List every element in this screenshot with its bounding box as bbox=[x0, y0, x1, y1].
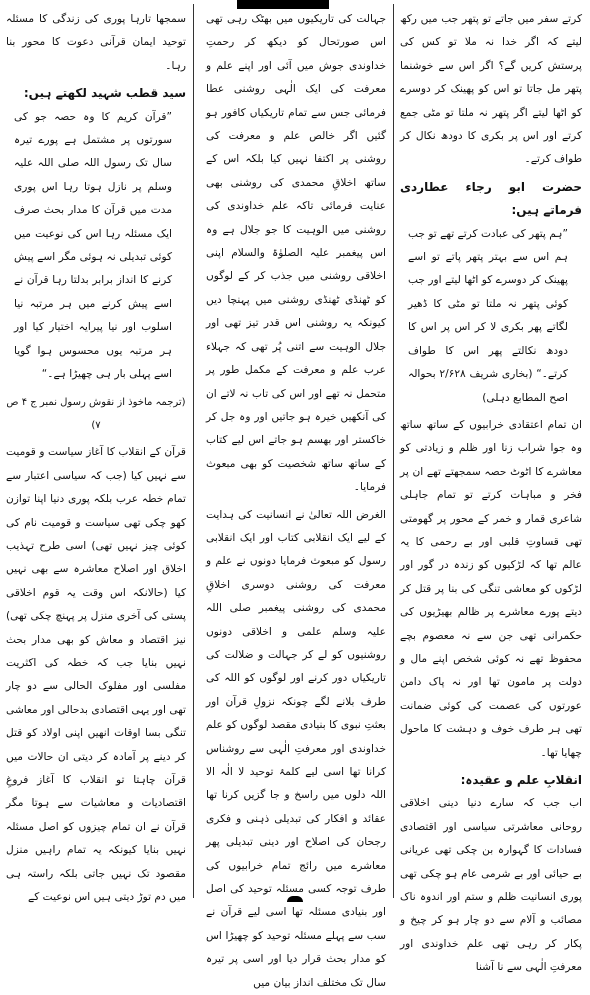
column-right bbox=[400, 8, 582, 974]
column-left bbox=[6, 8, 186, 904]
reference-note: (ترجمہ ماخوذ از نقوش رسول نمبر ج ۴ ص ۷) bbox=[6, 396, 186, 431]
paragraph: کرتے سفر میں جاتے تو پتھر جب میں رکھ لیتے کہ اگر خدا نہ ملا تو کس کی پرستش کریں گے؟ اگر اس سے خوشنما پتھر مل جاتا تو اس کو پھینک کر دوسرے کو اٹھا لیتے اگر پتھر نہ ملتا تو مٹی جمع کرتے اور اس پر بکری کا دودھ نکال کر طواف کرتے۔ bbox=[400, 13, 582, 166]
section-heading: انقلابِ علم و عقیدہ: bbox=[460, 773, 582, 787]
column-divider bbox=[193, 4, 194, 898]
paragraph: اب جب کہ سارے دنیا دینی اخلاقی روحانی معاشرتی سیاسی اور اقتصادی فسادات کا گہوارہ بن چکی تھی عریانی بے حیائی اور بے شرمی عام ہو چکی تھی پوری انسانیت ظلم و ستم اور اندوہ ناک مصائب و آلام سے دو چار ہو کر چیخ و پکار کر رہی تھی علم خداوندی اور معرفتِ الٰہی سے نا آشنا bbox=[400, 797, 582, 974]
quote-intro: حضرت ابو رجاء عطاردی فرماتے ہیں: bbox=[400, 179, 582, 218]
column-middle bbox=[206, 8, 386, 989]
paragraph: سمجھا تارہا پوری کی زندگی کا مسئلہ توحید ایمان قرآنی دعوت کا محور بنا رہا۔ bbox=[6, 13, 186, 72]
quote-block: ”ہم پتھر کی عبادت کرتے تھے تو جب ہم اس سے بہتر پتھر پاتے تو اسے پھینک کر دوسرے کو اٹھا لیتے اور جب کوئی پتھر نہ ملتا تو مٹی کا ڈھیر لگاتے پھر بکری لا کر اس پر اس کا دودھ نکالتے پھر اس کا طواف کرتے۔“ (بخاری شریف ۲/۶۲۸ بحوالہ اصح المطابع دہلی) bbox=[408, 227, 568, 404]
paragraph: جہالت کی تاریکیوں میں بھٹک رہی تھی اس صورتحال کو دیکھ کر رحمتِ خداوندی جوش میں آئی اور اپنے علم و معرفت کی ایک الٰہی روشنی عطا فرمائی جس سے تمام تاریکیاں کافور ہو گئیں اگر خالص علم و معرفت کی روشنی پر اکتفا نہیں کیا بلکہ اس کے ساتھ اخلاقِ محمدی کی روشنی بھی عنایت فرمائی تاکہ علم خداوندی کی روشنی میں الوہیت کا جو جلال ہے وہ اس پیغمبر علیہ الصلوٰۃ والسلام اپنی اخلاقی روشنی میں جذب کر کے لوگوں کو ٹھنڈی ٹھنڈی روشنی میں پہنچا دیں کیونکہ یہ روشنی اس قدر تیز تھی اور جلال الوہیت سے اتنی پُر تھی کہ جہلاء عرب علم و معرفت کے مکمل طور پر متحمل نہ تھے اور اس کی تاب نہ لاتے ان کی آنکھیں خیرہ ہو جاتیں اور وہ جل کر خاکستر اور بھسم ہو جاتے اس لیے کتاب کے ساتھ ساتھ شخصیت کو بھی مبعوث فرمایا۔ bbox=[206, 13, 386, 494]
paragraph: ان تمام اعتقادی خرابیوں کے ساتھ ساتھ وہ جوا شراب زنا اور ظلم و زیادتی کو معاشرے کا اٹوٹ حصہ سمجھتے تھے ان پر فخر و مباہات کرتے تو تمام جاہلی شاعری قمار و خمر کے محور پر گھومتی تھی قساوتِ قلبی اور بے رحمی کا یہ عالم تھا کہ لڑکیوں کو زندہ در گور اور لڑکوں کو معاشی تنگی کی بنا پر قتل کر دیتے پورے معاشرے پر ظالم بھیڑیوں کی حکمرانی تھی جن سے نہ معصوم بچے محفوظ تھے نہ کوئی شخص اپنے مال و دولت پر مامون تھا اور نہ پاک دامن عورتوں کی عصمت کی کوئی ضمانت تھی ہر طرف خوف و دہشت کا ماحول چھایا تھا۔ bbox=[400, 418, 582, 759]
paragraph: قرآن کے انقلاب کا آغاز سیاست و قومیت سے نہیں کیا (جب کہ سیاسی اعتبار سے تمام خطہ عرب بلکہ پوری دنیا اپنا توازن کھو چکی تھی سیاست و قومیت نام کی کوئی چیز نہیں تھی) اسی طرح تہذیب اخلاق اور اصلاح معاشرہ سے بھی نہیں کیا (حالانکہ اس وقت یہ قوم اخلاقی پستی کی آخری منزل پر پہنچ چکی تھی) نیز اقتصاد و معاش کو بھی مدار بحث نہیں بنایا جب کہ خطہ کی اکثریت مفلسی اور مفلوک الحالی سے دو چار تھی اور یہی اقتصادی بدحالی اور معاشی تنگی بسا اوقات انھیں اپنی اولاد کو قتل کر دینے پر آمادہ کر دیتی ان حالات میں قرآن چاہتا تو انقلاب کا آغاز فروغِ اقتصادیات و معاشیات سے ہوتا مگر قرآن نے ان تمام چیزوں کو اصل مسئلہ نہیں بنایا کیونکہ یہ تمام راہیں منزل مقصود تک نہیں جاتی بلکہ راستہ ہی میں دم توڑ دیتی ہیں اس نوعیت کے bbox=[6, 446, 186, 904]
page-bottom-mark bbox=[287, 896, 303, 902]
quote-intro: سید قطب شہید لکھتے ہیں: bbox=[23, 86, 186, 101]
quote-block: ”قرآن کریم کا وہ حصہ جو کی سورتوں پر مشتمل ہے پورے تیرہ سال تک رسول اللہ صلی اللہ علیہ وسلم پر نازل ہوتا رہا اس پوری مدت میں قرآن کا مدار بحث صرف ایک مسئلہ رہا اس کی نوعیت میں کوئی تبدیلی نہ ہوئی مگر اسے پیش کرنے کا انداز برابر بدلتا رہا قرآن نے اسے پیش کرنے میں ہر مرتبہ نیا اسلوب اور نیا پیرایہ اختیار کیا اور ہر مرتبہ یوں محسوس ہوا گویا اسے پہلی بار ہی چھیڑا ہے۔“ bbox=[14, 110, 172, 381]
paragraph: الغرض اللہ تعالیٰ نے انسانیت کی ہدایت کے لیے ایک انقلابی کتاب اور ایک انقلابی رسول کو مبعوث فرمایا دونوں نے علم و معرفت کی روشنی دوسری اخلاقِ محمدی کی روشنی پیغمبر صلی اللہ علیہ وسلم علمی و اخلاقی دونوں روشنیوں کو لے کر جہالت و ضلالت کی تاریکیاں دور کرنے اور لوگوں کو اللہ کی طرف بلانے لگے چونکہ نزولِ قرآن اور بعثتِ نبوی کا بنیادی مقصد لوگوں کو علم خداوندی اور معرفتِ الٰہی سے روشناس کرانا تھا اسی لیے کلمۂ توحید لا الٰہ الا اللہ دلوں میں راسخ و جا گزیں کرنا تھا عقائد و افکار کی تبدیلی ذہنی و فکری رجحان کی اصلاح اور دینی تبدیلی پھر معاشرے میں رائج تمام خرابیوں کی طرف توجہ کسی مسئلہ توحید کی اصل اور بنیادی مسئلہ تھا اسی لیے قرآن نے سب سے پہلے مسئلہ توحید کو چھیڑا اس کو مدار بحث قرار دیا اور اسی پر تیرہ سال تک مختلف انداز بیان میں bbox=[206, 508, 386, 989]
column-divider bbox=[393, 4, 394, 898]
